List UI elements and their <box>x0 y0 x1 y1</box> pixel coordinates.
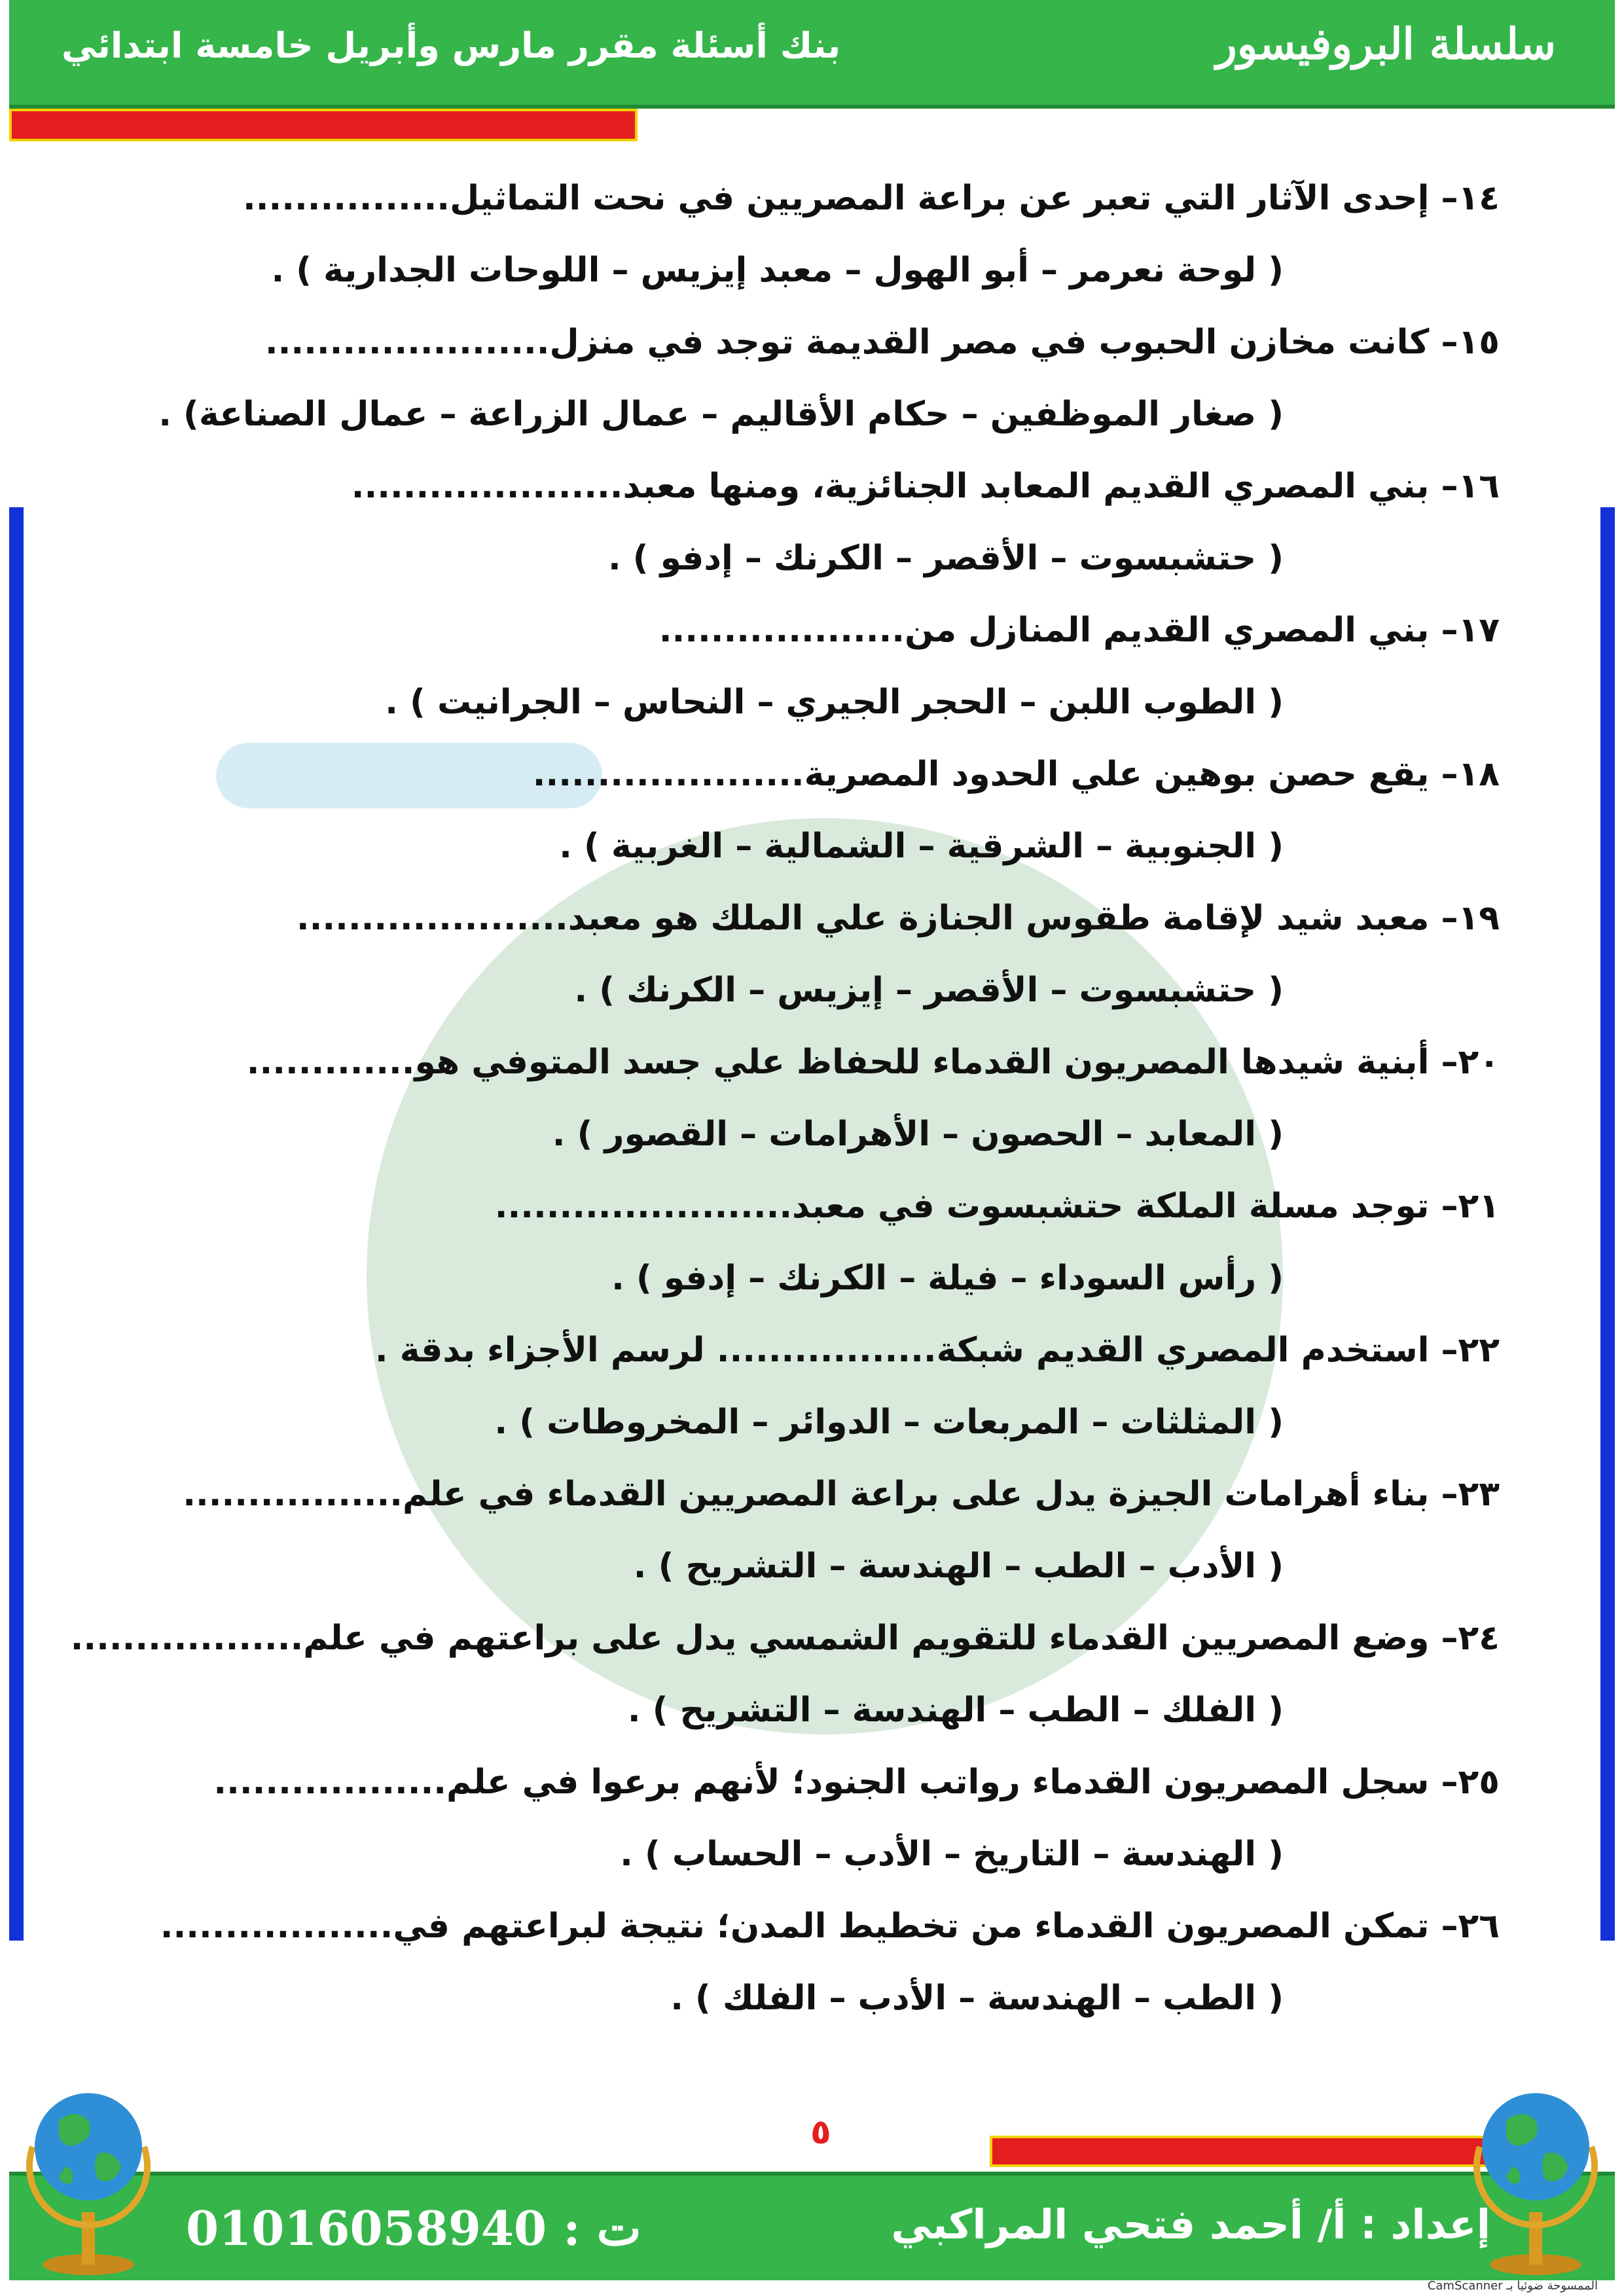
choices-23: ( الأدب – الطب – الهندسة – التشريح ) . <box>633 1547 1284 1586</box>
choices-22: ( المثلثات – المربعات – الدوائر – المخروطات ) . <box>494 1403 1284 1442</box>
choices-15: ( صغار الموظفين – حكام الأقاليم – عمال الزراعة – عمال الصناعة) . <box>158 395 1284 434</box>
question-21: ٢١– توجد مسلة الملكة حتشبسوت في معبد....................... <box>494 1187 1500 1226</box>
question-23: ٢٣– بناء أهرامات الجيزة يدل على براعة المصريين القدماء في علم................. <box>183 1475 1500 1514</box>
scanner-note: الممسوحة ضوئيا بـ CamScanner <box>1427 2279 1598 2293</box>
choices-17: ( الطوب اللبن – الحجر الجيري – النحاس – الجرانيت ) . <box>385 683 1284 722</box>
choices-20: ( المعابد – الحصون – الأهرامات – القصور ) . <box>552 1115 1284 1154</box>
author-credit: إعداد : أ/ أحمد فتحي المراكبي <box>891 2200 1490 2248</box>
choices-25: ( الهندسة – التاريخ – الأدب – الحساب ) . <box>620 1835 1284 1874</box>
page-footer <box>9 2172 1615 2280</box>
question-17: ١٧– بني المصري القديم المنازل من................... <box>659 611 1500 650</box>
question-18: ١٨– يقع حصن بوهين علي الحدود المصرية..................... <box>532 755 1500 794</box>
choices-26: ( الطب – الهندسة – الأدب – الفلك ) . <box>670 1979 1284 2018</box>
choices-24: ( الفلك – الطب – الهندسة – التشريح ) . <box>627 1691 1284 1730</box>
question-14: ١٤– إحدى الآثار التي تعبر عن براعة المصريين في نحت التماثيل................ <box>243 179 1500 218</box>
question-24: ٢٤– وضع المصريين القدماء للتقويم الشمسي يدل على براعتهم في علم.................. <box>70 1619 1500 1658</box>
footer-accent-bar <box>990 2136 1533 2167</box>
question-15: ١٥– كانت مخازن الحبوب في مصر القديمة توجد في منزل...................... <box>264 323 1500 362</box>
choices-14: ( لوحة نعرمر – أبو الهول – معبد إيزيس – اللوحات الجدارية ) . <box>271 251 1284 290</box>
choices-18: ( الجنوبية – الشرقية – الشمالية – الغربية ) . <box>559 827 1284 866</box>
questions-list <box>70 162 1500 2034</box>
globe-icon-right <box>1467 2068 1604 2278</box>
question-26: ٢٦– تمكن المصريون القدماء من تخطيط المدن؛ نتيجة لبراعتهم في.................. <box>160 1907 1500 1946</box>
right-border-bar <box>1600 507 1615 1941</box>
question-16: ١٦– بني المصري القديم المعابد الجنائزية، ومنها معبد..................... <box>351 467 1500 506</box>
page-header <box>9 0 1615 109</box>
header-accent-bar <box>9 109 638 141</box>
choices-16: ( حتشبسوت – الأقصر – الكرنك – إدفو ) . <box>607 539 1284 578</box>
question-25: ٢٥– سجل المصريون القدماء رواتب الجنود؛ لأنهم برعوا في علم.................. <box>213 1763 1500 1802</box>
question-20: ٢٠– أبنية شيدها المصريون القدماء للحفاظ علي جسد المتوفي هو............. <box>246 1043 1500 1082</box>
choices-21: ( رأس السوداء – فيلة – الكرنك – إدفو ) . <box>611 1259 1284 1298</box>
series-title: سلسلة البروفيسور <box>1216 18 1556 69</box>
question-19: ١٩– معبد شيد لإقامة طقوس الجنازة علي الملك هو معبد..................... <box>296 899 1500 938</box>
left-border-bar <box>9 507 24 1941</box>
choices-19: ( حتشبسوت – الأقصر – إيزيس – الكرنك ) . <box>574 971 1284 1010</box>
question-22: ٢٢– استخدم المصري القديم شبكة................. لرسم الأجزاء بدقة . <box>374 1331 1500 1370</box>
page-number: ٥ <box>810 2113 831 2152</box>
bank-title: بنك أسئلة مقرر مارس وأبريل خامسة ابتدائي <box>62 25 841 66</box>
globe-icon-left <box>20 2068 157 2278</box>
phone-number: ت : 01016058940 <box>186 2200 641 2256</box>
